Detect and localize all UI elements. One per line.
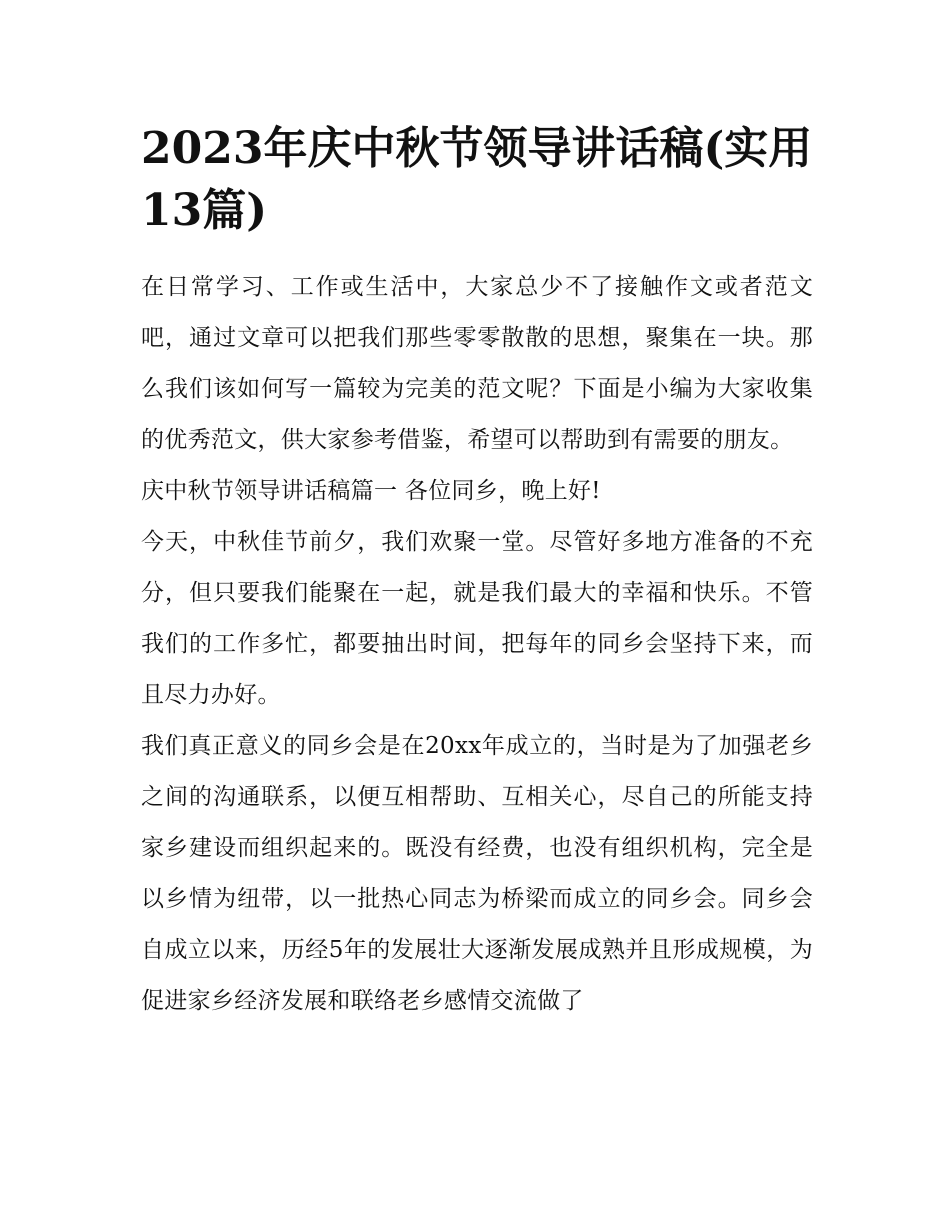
paragraph-speech-2: 我们真正意义的同乡会是在20xx年成立的，当时是为了加强老乡之间的沟通联系，以便互相帮助、互相关心，尽自己的所能支持家乡建设而组织起来的。既没有经费，也没有组织机构，完全是以乡情为纽带，以一批热心同志为桥梁而成立的同乡会。同乡会自成立以来，历经5年的发展壮大逐渐发展成熟并且形成规模，为促进家乡经济发展和联络老乡感情交流做了 bbox=[141, 733, 813, 1014]
paragraph-intro: 在日常学习、工作或生活中，大家总少不了接触作文或者范文吧，通过文章可以把我们那些零零散散的思想，聚集在一块。那么我们该如何写一篇较为完美的范文呢？下面是小编为大家收集的优秀范文，供大家参考借鉴，希望可以帮助到有需要的朋友。 bbox=[141, 274, 813, 453]
paragraph-speech-heading: 庆中秋节领导讲话稿篇一 各位同乡，晚上好! bbox=[141, 478, 601, 504]
paragraph-speech-1: 今天，中秋佳节前夕，我们欢聚一堂。尽管好多地方准备的不充分，但只要我们能聚在一起，就是我们最大的幸福和快乐。不管我们的工作多忙，都要抽出时间，把每年的同乡会坚持下来，而且尽力办好。 bbox=[141, 529, 813, 708]
document-page bbox=[141, 118, 813, 1027]
document-title: 2023年庆中秋节领导讲话稿(实用13篇) bbox=[141, 123, 813, 236]
document-body bbox=[141, 262, 813, 1027]
